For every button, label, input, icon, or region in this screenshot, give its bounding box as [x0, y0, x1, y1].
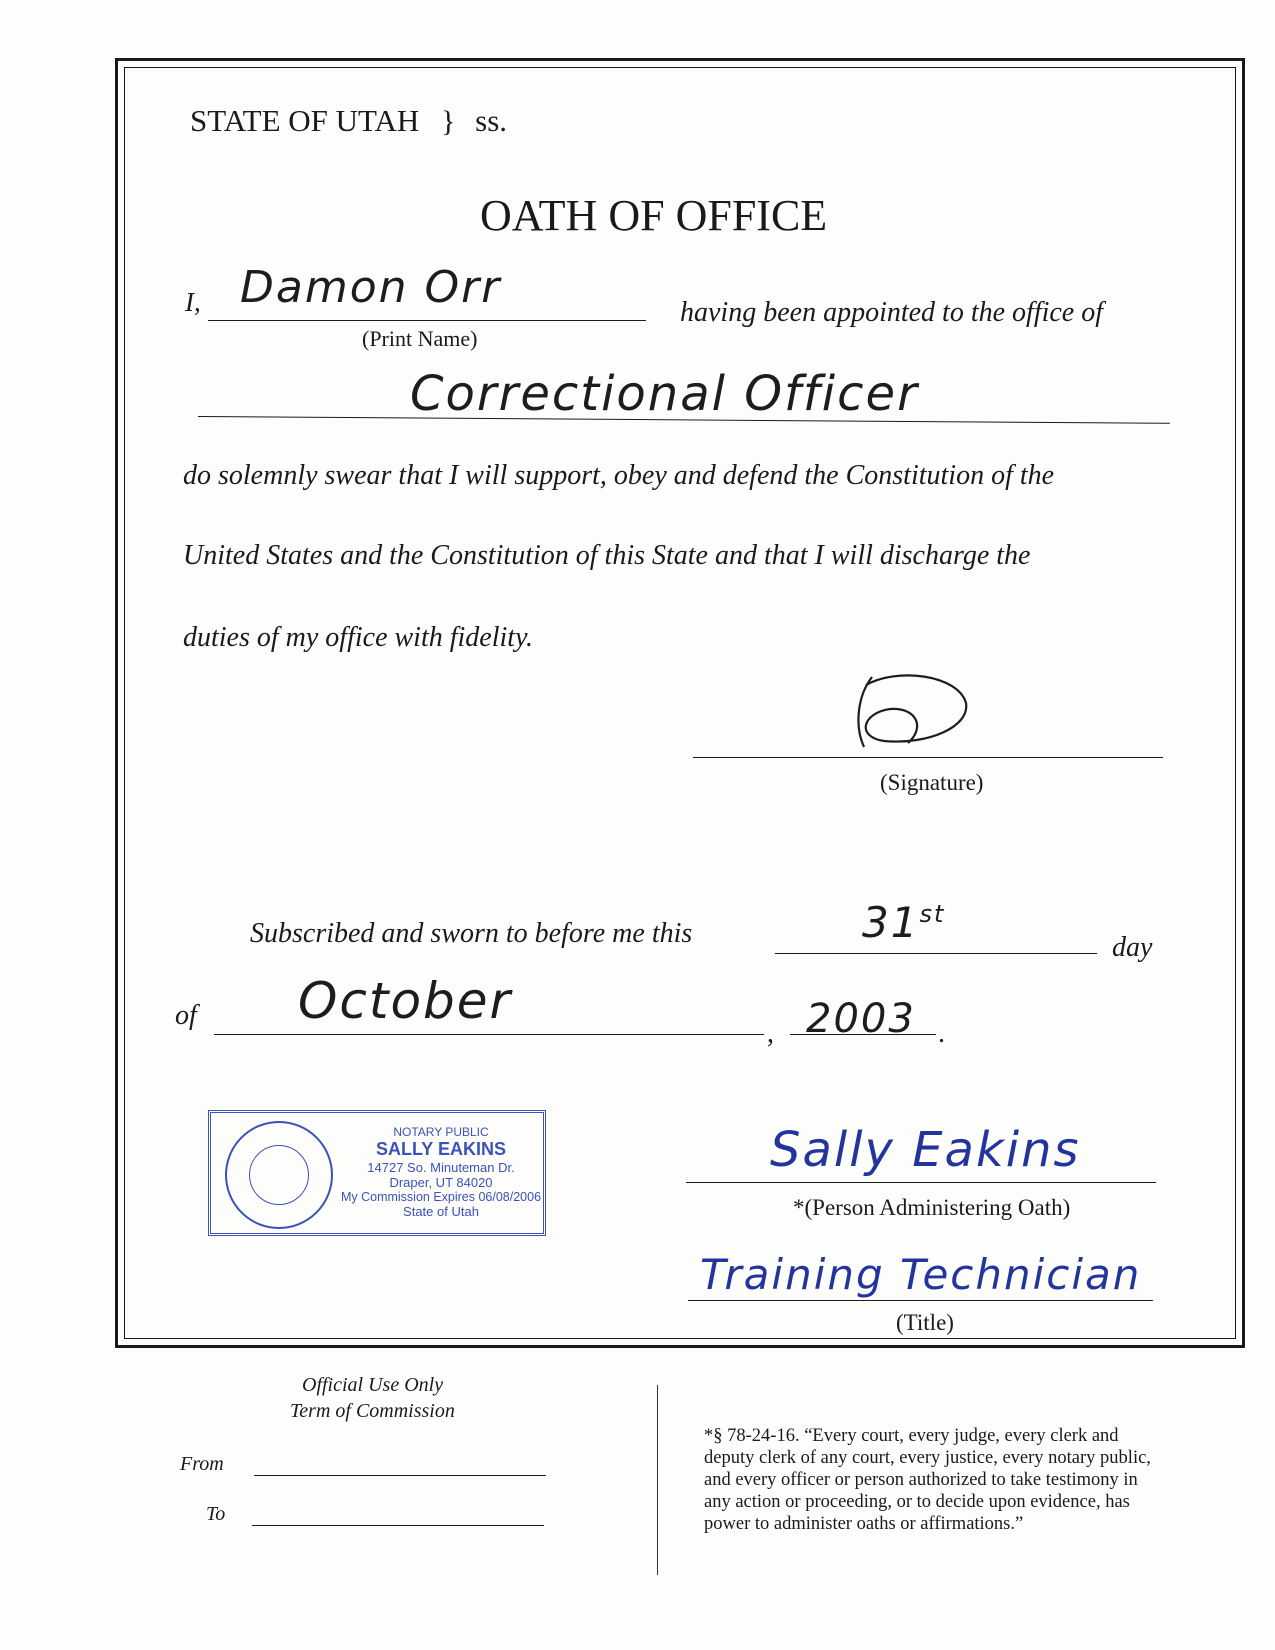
month-handwriting: October [298, 972, 513, 1030]
printed-name-handwriting: Damon Orr [240, 262, 502, 313]
oath-line-3: duties of my office with fidelity. [183, 622, 533, 653]
statute-text [704, 1425, 1151, 1535]
notary-commission: My Commission Expires 06/08/2006 [340, 1190, 542, 1204]
statute-line-4: any action or proceeding, or to decide upon evidence, has [704, 1492, 1130, 1512]
footer-divider [657, 1385, 658, 1575]
ss-label: ss. [475, 103, 508, 138]
state-heading [190, 103, 507, 139]
month-comma: , [767, 1018, 774, 1049]
day-line [775, 953, 1097, 954]
notary-address-2: Draper, UT 84020 [389, 1175, 493, 1190]
day-word: day [1112, 932, 1153, 963]
state-label: STATE OF UTAH [190, 103, 420, 138]
notary-address-1: 14727 So. Minuteman Dr. [367, 1160, 515, 1175]
oath-line-2: United States and the Constitution of this State and that I will discharge the [183, 540, 1031, 571]
state-seal-icon [225, 1121, 333, 1229]
statute-line-1: *§ 78-24-16. “Every court, every judge, every clerk and [704, 1426, 1119, 1446]
name-line [208, 320, 646, 321]
print-name-caption: (Print Name) [362, 326, 478, 351]
year-line [790, 1034, 936, 1035]
administrator-title-handwriting: Training Technician [700, 1250, 1142, 1299]
oath-signature [838, 665, 978, 765]
from-label: From [180, 1453, 224, 1475]
signature-line [693, 757, 1163, 758]
administrator-caption: *(Person Administering Oath) [793, 1195, 1071, 1220]
i-prefix: I, [185, 287, 201, 317]
statute-line-2: deputy clerk of any court, every justice, every notary public, [704, 1448, 1151, 1468]
notary-state: State of Utah [403, 1204, 479, 1219]
statute-line-3: and every officer or person authorized to take testimony in [704, 1470, 1138, 1490]
notary-text-block [323, 1125, 559, 1219]
title-line [688, 1300, 1153, 1301]
of-word: of [175, 1000, 197, 1031]
day-value: 31 [862, 898, 920, 947]
day-handwriting [862, 898, 945, 947]
to-line [252, 1525, 544, 1526]
sworn-text: Subscribed and sworn to before me this [250, 918, 693, 949]
year-period: . [938, 1018, 945, 1049]
page-title: OATH OF OFFICE [480, 191, 828, 240]
term-heading: Term of Commission [290, 1400, 455, 1422]
office-handwriting: Correctional Officer [410, 366, 919, 422]
administrator-line [686, 1182, 1156, 1183]
year-handwriting: 2003 [806, 996, 916, 1042]
notary-name: SALLY EAKINS [375, 1139, 507, 1159]
notary-title: NOTARY PUBLIC [393, 1125, 489, 1139]
brace: } [441, 105, 456, 138]
day-suffix: st [919, 900, 946, 928]
statute-line-5: power to administer oaths or affirmations.” [704, 1514, 1024, 1534]
appointed-text: having been appointed to the office of [680, 297, 1104, 328]
seal-center [249, 1145, 309, 1205]
signature-caption: (Signature) [880, 770, 984, 795]
from-line [254, 1475, 546, 1476]
oath-line-1: do solemnly swear that I will support, obey and defend the Constitution of the [183, 460, 1055, 491]
notary-stamp [208, 1110, 546, 1236]
month-line [214, 1034, 764, 1035]
to-label: To [206, 1503, 226, 1525]
official-use-heading: Official Use Only [302, 1374, 444, 1396]
title-caption: (Title) [896, 1310, 954, 1335]
administrator-signature: Sally Eakins [770, 1122, 1081, 1178]
